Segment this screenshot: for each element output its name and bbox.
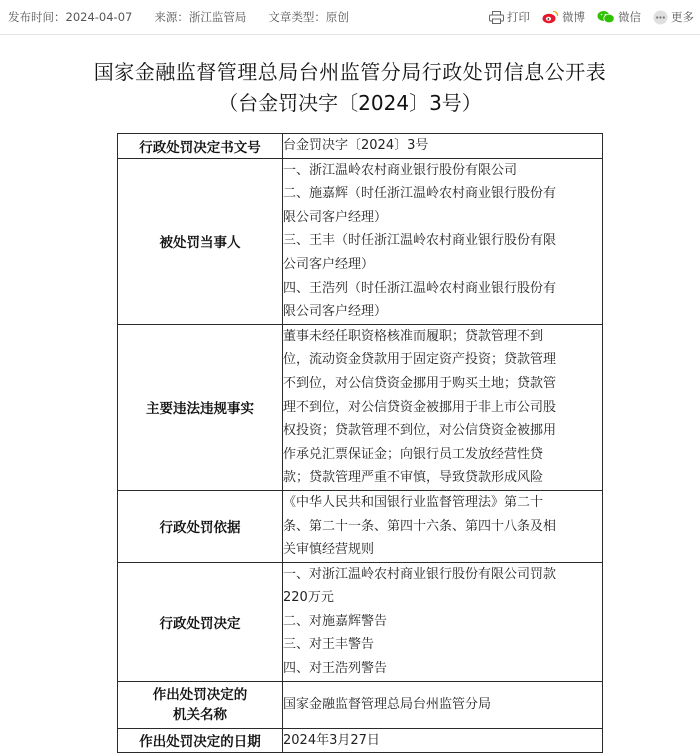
row-penalty-basis	[118, 490, 603, 562]
value-line: 理不到位，对公信贷资金被挪用于非上市公司股	[283, 399, 557, 415]
share-toolbar	[477, 0, 694, 34]
value-line: 台金罚决字〔2024〕3号	[283, 138, 429, 153]
value-line: 《中华人民共和国银行业监督管理法》第二十	[283, 494, 544, 510]
value-line: 款；贷款管理严重不审慎，导致贷款形成风险	[283, 470, 544, 486]
penalty-info-table	[117, 133, 603, 753]
row-punished-parties	[118, 158, 603, 324]
value-line: 条、第二十一条、第四十六条、第四十八条及相	[283, 518, 557, 534]
value-line: 限公司客户经理）	[283, 304, 388, 320]
value-line: 四、对王浩列警告	[283, 661, 388, 677]
label-punished-parties: 被处罚当事人	[118, 158, 283, 324]
value-penalty-decision	[283, 562, 603, 681]
label-penalty-basis: 行政处罚依据	[118, 490, 283, 562]
label-line: 作出处罚决定的	[152, 686, 248, 703]
weibo-share-button[interactable]	[542, 9, 585, 25]
wechat-share-button[interactable]	[597, 9, 641, 25]
value-penalty-basis	[283, 490, 603, 562]
label-issuing-authority	[118, 681, 283, 728]
value-violation-facts	[283, 324, 603, 490]
value-line: 三、王丰（时任浙江温岭农村商业银行股份有限	[283, 233, 557, 249]
value-line: 一、浙江温岭农村商业银行股份有限公司	[283, 162, 518, 178]
row-decision-date	[118, 728, 603, 753]
value-line: 权投资；贷款管理不到位，对公信贷资金被挪用	[283, 423, 557, 439]
value-line: 董事未经任职资格核准而履职；贷款管理不到	[283, 328, 544, 344]
label-penalty-decision: 行政处罚决定	[118, 562, 283, 681]
value-line: 位，流动资金贷款用于固定资产投资；贷款管理	[283, 352, 557, 368]
row-decision-number	[118, 134, 603, 159]
more-icon	[653, 10, 668, 25]
row-issuing-authority	[118, 681, 603, 728]
wechat-label: 微信	[618, 10, 641, 24]
article-meta-bar	[0, 0, 700, 35]
value-line: 四、王浩列（时任浙江温岭农村商业银行股份有	[283, 280, 557, 296]
document-subtitle: （台金罚决字〔2024〕3号）	[218, 91, 482, 115]
value-line: 关审慎经营规则	[283, 542, 375, 558]
value-line: 220万元	[283, 590, 334, 606]
value-issuing-authority	[283, 681, 603, 728]
row-violation-facts	[118, 324, 603, 490]
value-line: 二、施嘉辉（时任浙江温岭农村商业银行股份有	[283, 186, 557, 202]
row-penalty-decision	[118, 562, 603, 681]
print-button[interactable]	[489, 9, 530, 25]
wechat-icon	[597, 10, 615, 24]
value-line: 公司客户经理）	[283, 256, 375, 272]
value-line: 2024年3月27日	[283, 732, 380, 748]
article-meta	[0, 9, 371, 25]
label-line: 机关名称	[173, 706, 227, 723]
value-line: 一、对浙江温岭农村商业银行股份有限公司罚款	[283, 566, 557, 582]
more-share-button[interactable]	[653, 9, 694, 25]
value-line: 限公司客户经理）	[283, 209, 388, 225]
label-decision-date: 作出处罚决定的日期	[118, 728, 283, 753]
weibo-label: 微博	[562, 10, 585, 24]
print-label: 打印	[507, 10, 530, 24]
label-decision-number: 行政处罚决定书文号	[118, 134, 283, 159]
article-source: 来源：浙江监管局	[154, 10, 247, 24]
value-line: 不到位，对公信贷资金挪用于购买土地；贷款管	[283, 375, 557, 391]
label-violation-facts: 主要违法违规事实	[118, 324, 283, 490]
weibo-icon	[542, 10, 559, 24]
value-punished-parties	[283, 158, 603, 324]
more-label: 更多	[671, 10, 694, 24]
value-line: 作承兑汇票保证金；向银行员工发放经营性贷	[283, 446, 544, 462]
article-type: 文章类型：原创	[268, 10, 349, 24]
value-line: 三、对王丰警告	[283, 637, 375, 653]
publish-time: 发布时间：2024-04-07	[8, 10, 133, 24]
value-decision-number	[283, 134, 603, 159]
document-title: 国家金融监督管理总局台州监管分局行政处罚信息公开表	[93, 60, 607, 84]
value-line: 二、对施嘉辉警告	[283, 613, 388, 629]
printer-icon	[489, 11, 504, 24]
value-decision-date	[283, 728, 603, 753]
value-line: 国家金融监督管理总局台州监管分局	[283, 696, 492, 712]
